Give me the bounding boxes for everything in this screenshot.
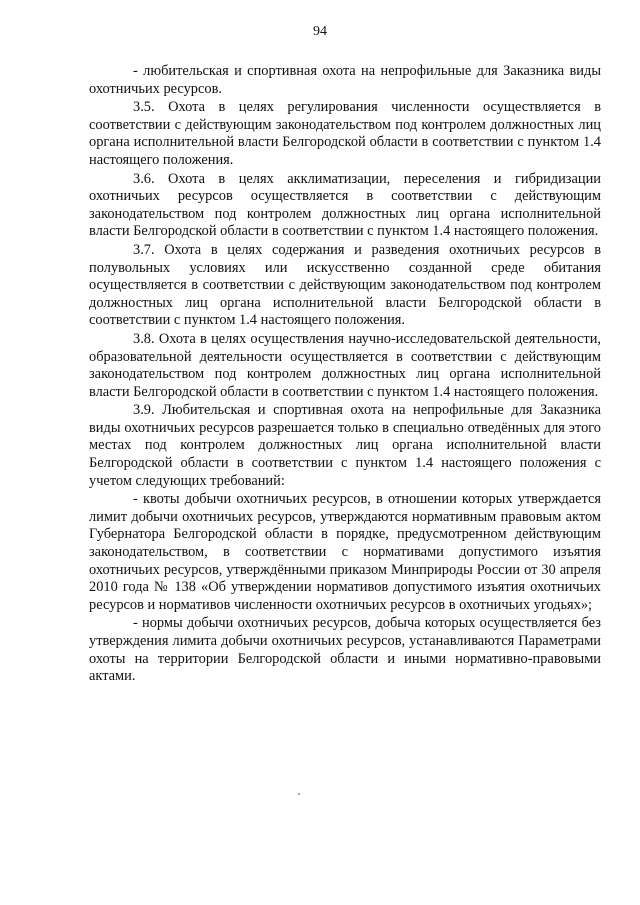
paragraph-quota-requirement: - квоты добычи охотничьих ресурсов, в отношении которых утверждается лимит добычи охотничьих ресурсов, утверждаются нормативным правовым актом Губернатора Белгородской области в порядке, предусмотренном действующим законодательством, в соответствии с нормативами допустимого изъятия охотничьих ресурсов, утверждёнными приказом Минприроды России от 30 апреля 2010 года № 138 «Об утверждении нормативов допустимого изъятия охотничьих ресурсов и нормативов численности охотничьих ресурсов в охотничьих угодьях»;: [89, 491, 601, 613]
paragraph-norms-requirement: - нормы добычи охотничьих ресурсов, добыча которых осуществляется без утверждения лимита добычи охотничьих ресурсов, устанавливаются Параметрами охоты на территории Белгородской области и иными нормативно-правовыми актами.: [89, 615, 601, 685]
paragraph-3-8: 3.8. Охота в целях осуществления научно-исследовательской деятельности, образовательной деятельности осуществляется в соответствии с действующим законодательством под контролем должностных лиц органа исполнительной власти Белгородской области в соответствии с пунктом 1.4 настоящего положения.: [89, 330, 601, 400]
page-number: 94: [313, 24, 327, 39]
paragraph-hunting-nonprofile-species: - любительская и спортивная охота на непрофильные для Заказника виды охотничьих ресурсов.: [89, 63, 601, 97]
paragraph-3-5: 3.5. Охота в целях регулирования численности осуществляется в соответствии с действующим законодательством под контролем должностных лиц органа исполнительной власти Белгородской области в соответствии с пунктом 1.4 настоящего положения.: [89, 99, 601, 168]
paragraph-3-6: 3.6. Охота в целях акклиматизации, переселения и гибридизации охотничьих ресурсов осуществляется в соответствии с действующим законодательством под контролем должностных лиц органа исполнительной власти Белгородской области в соответствии с пунктом 1.4 настоящего положения.: [89, 170, 601, 240]
paragraph-3-9: 3.9. Любительская и спортивная охота на непрофильные для Заказника виды охотничьих ресурсов разрешается только в специально отведённых для этого местах под контролем должностных лиц органа исполнительной власти Белгородской области в соответствии с пунктом 1.4 настоящего положения с учетом следующих требований:: [89, 402, 601, 489]
paragraph-3-7: 3.7. Охота в целях содержания и разведения охотничьих ресурсов в полувольных условиях или искусственно созданной среде обитания осуществляется в соответствии с действующим законодательством под контролем должностных лиц органа исполнительной власти Белгородской области в соответствии с пунктом 1.4 настоящего положения.: [89, 241, 601, 329]
document-body: [89, 63, 601, 686]
scan-speck: [298, 793, 300, 795]
